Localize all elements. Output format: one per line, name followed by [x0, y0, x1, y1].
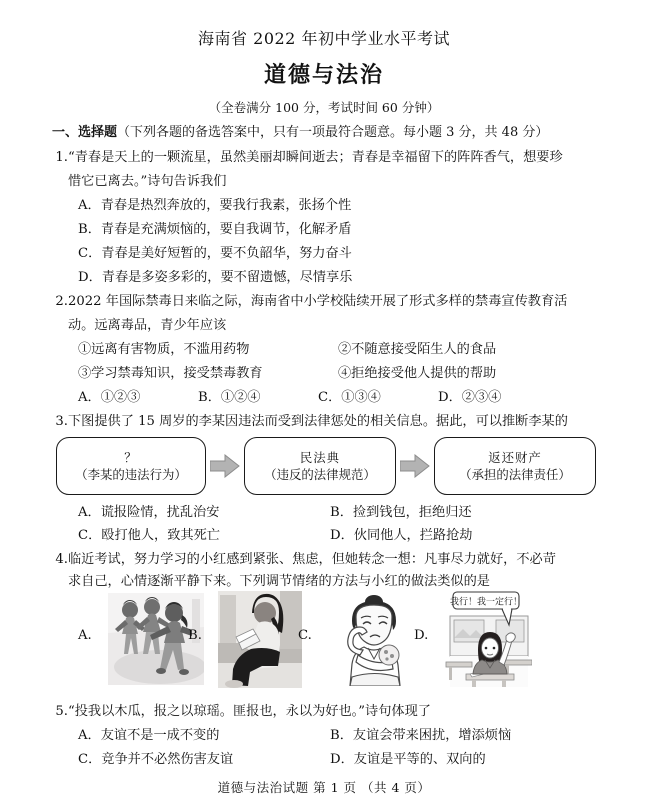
question-2-option-a[interactable]: A．①②③: [78, 390, 141, 405]
question-3-flow-diagram: [56, 437, 596, 497]
flow-box-liability-caption: （承担的法律责任）: [459, 467, 571, 482]
question-2-option-b[interactable]: B．①②④: [198, 390, 261, 405]
question-2-option-c[interactable]: C．①③④: [318, 390, 381, 405]
question-3-number: 3.: [55, 414, 68, 429]
question-1-option-b[interactable]: B．青春是充满烦恼的，要自我调节，化解矛盾: [78, 222, 352, 237]
section-heading: [52, 121, 612, 140]
page-footer: 道德与法治试题 第 1 页 （共 4 页）: [217, 780, 431, 795]
flow-box-violation-title: ？: [124, 450, 138, 465]
question-1-option-c[interactable]: C．青春是美好短暂的，要不负韶华，努力奋斗: [78, 246, 352, 261]
question-2-stem-line-1: 2022 年国际禁毒日来临之际，海南省中小学校陆续开展了形式多样的禁毒宣传教育活: [68, 294, 568, 309]
question-2-stem-line-2: 动。远离毒品，青少年应该: [68, 318, 227, 333]
question-1-option-a[interactable]: A．青春是热烈奔放的，要我行我素，张扬个性: [78, 198, 352, 213]
question-4-option-b-image[interactable]: [218, 591, 302, 688]
question-4-option-c-label[interactable]: C.: [298, 628, 312, 643]
question-4-picture-options: [60, 590, 612, 688]
flow-box-law-title: 民法典: [299, 450, 341, 465]
flow-box-violation: [56, 437, 206, 495]
question-2-statement-1: ①远离有害物质，不滥用药物: [78, 342, 250, 357]
question-4-option-d-label[interactable]: D.: [414, 628, 429, 643]
flow-box-violation-caption: （李某的违法行为）: [75, 467, 187, 482]
question-5-option-a[interactable]: A．友谊不是一成不变的: [78, 728, 220, 743]
question-5-number: 5.: [55, 704, 68, 719]
flow-arrow-right-icon-2: [400, 454, 430, 478]
question-3-option-a[interactable]: A．谎报险情，扰乱治安: [78, 505, 220, 520]
exam-meta: （全卷满分 100 分，考试时间 60 分钟）: [208, 100, 440, 115]
section-instruction: （下列各题的备选答案中，只有一项最符合题意。每小题 3 分，共 48 分）: [117, 125, 549, 140]
section-label: 一、选择题: [52, 125, 118, 140]
question-5-option-b[interactable]: B．友谊会带来困扰，增添烦恼: [330, 728, 512, 743]
question-2-number: 2.: [55, 294, 68, 309]
question-2-option-d[interactable]: D．②③④: [438, 390, 502, 405]
flow-box-law: [244, 437, 396, 495]
question-3-option-c[interactable]: C．殴打他人，致其死亡: [78, 528, 220, 543]
question-5-stem-line-1: “投我以木瓜，报之以琼瑶。匪报也，永以为好也。”诗句体现了: [68, 704, 431, 719]
question-3-option-b[interactable]: B．捡到钱包，拒绝归还: [330, 505, 472, 520]
question-4-option-c-image[interactable]: [328, 593, 420, 686]
exam-title: 海南省 2022 年初中学业水平考试: [198, 29, 450, 48]
flow-box-liability: [434, 437, 596, 495]
question-4-number: 4.: [55, 552, 68, 567]
question-1-option-d[interactable]: D．青春是多姿多彩的，要不留遗憾，尽情享乐: [78, 270, 353, 285]
question-4-option-d-bubble-text: 我行！我一定行！: [449, 597, 523, 608]
flow-arrow-right-icon-1: [210, 454, 240, 478]
question-1-stem-line-1: “青春是天上的一颗流星，虽然美丽却瞬间逝去；青春是幸福留下的阵阵香气，想要珍: [68, 150, 563, 165]
question-4-option-d-image[interactable]: [444, 590, 532, 687]
question-1-stem-line-2: 惜它已离去。”诗句告诉我们: [68, 174, 227, 189]
exam-subject: 道德与法治: [263, 63, 384, 88]
question-3-option-d[interactable]: D．伙同他人，拦路抢劫: [330, 528, 473, 543]
flow-box-law-caption: （违反的法律规范）: [264, 467, 376, 482]
question-4-option-b-label[interactable]: B.: [188, 628, 202, 643]
question-4-option-a-label[interactable]: A.: [78, 628, 92, 643]
question-4-stem-line-2: 求自己，心情逐渐平静下来。下列调节情绪的方法与小红的做法类似的是: [68, 574, 490, 589]
question-2-statement-3: ③学习禁毒知识，接受禁毒教育: [78, 366, 263, 381]
question-5-option-d[interactable]: D．友谊是平等的、双向的: [330, 752, 486, 767]
flow-box-liability-title: 返还财产: [488, 450, 542, 465]
question-2-statement-2: ②不随意接受陌生人的食品: [338, 342, 497, 357]
question-5-option-c[interactable]: C．竞争并不必然伤害友谊: [78, 752, 234, 767]
question-4-stem-line-1: 临近考试，努力学习的小红感到紧张、焦虑，但她转念一想：凡事尽力就好，不必苛: [68, 552, 556, 567]
question-1-number: 1.: [55, 150, 68, 165]
question-2-statement-4: ④拒绝接受他人提供的帮助: [338, 366, 497, 381]
question-3-stem-line-1: 下图提供了 15 周岁的李某因违法而受到法律惩处的相关信息。据此，可以推断李某的: [68, 414, 568, 429]
